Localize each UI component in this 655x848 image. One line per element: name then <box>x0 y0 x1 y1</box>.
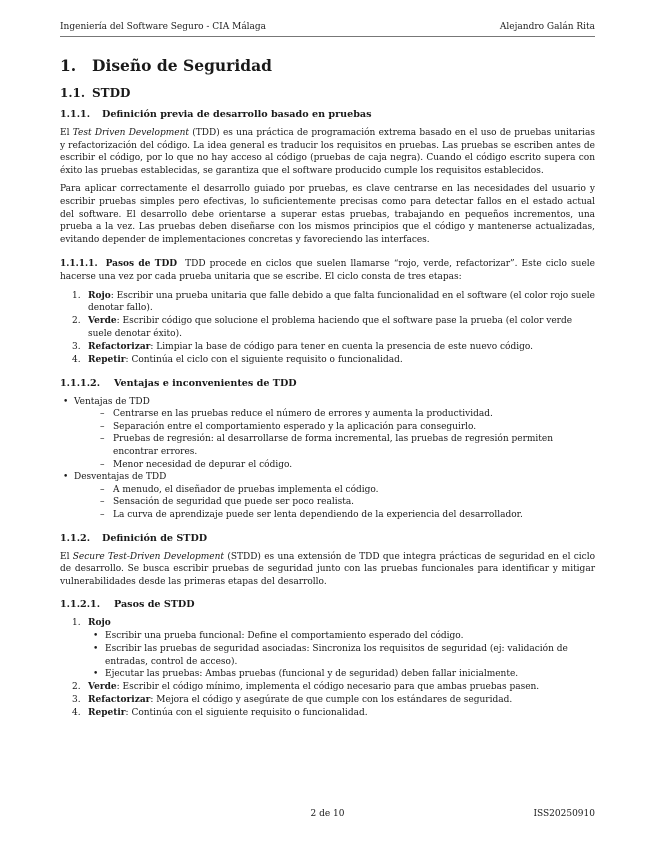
list-label: Desventajas de TDD <box>74 472 167 483</box>
paragraph-number: 1.1.1.2. <box>60 377 101 389</box>
list-item <box>60 433 595 458</box>
list-item-pros <box>60 396 595 409</box>
subsubsection-heading-stdd-def <box>60 532 595 545</box>
paragraph-heading <box>60 259 185 269</box>
list-item <box>60 341 595 354</box>
bullet-marker: • <box>63 396 69 407</box>
step-term: Verde <box>88 681 117 692</box>
paragraph-title: Ventajas e inconvenientes de TDD <box>114 377 297 389</box>
dash-marker: – <box>100 421 105 432</box>
step-text: : Mejora el código y asegúrate de que cumple con los estándares de seguridad. <box>150 694 513 705</box>
list-text: La curva de aprendizaje puede ser lenta dependiendo de la experiencia del desarrollador. <box>113 509 523 520</box>
list-item <box>60 290 595 315</box>
step-term: Repetir <box>88 355 126 365</box>
list-item <box>60 617 595 630</box>
text-run: El <box>60 551 73 562</box>
section-title: Diseño de Seguridad <box>92 56 272 75</box>
paragraph-heading-stdd-steps <box>60 598 595 611</box>
list-item <box>60 459 595 472</box>
subsubsection-title: Definición de STDD <box>102 532 208 544</box>
step-text: : Continúa con el siguiente requisito o funcionalidad. <box>125 707 368 718</box>
list-text: Menor necesidad de depurar el código. <box>113 459 293 470</box>
dash-marker: – <box>100 409 105 420</box>
subsection-number: 1.1. <box>60 86 86 100</box>
list-text: Escribir las pruebas de seguridad asociadas: Sincroniza los requisitos de seguridad (ej: validación de entradas, control de acceso). <box>105 644 568 667</box>
header-author: Alejandro Galán Rita <box>499 22 595 32</box>
header-rule <box>60 36 595 37</box>
header-course: Ingeniería del Software Seguro - CIA Málaga <box>60 22 267 32</box>
list-item <box>60 421 595 434</box>
bullet-marker: • <box>63 472 69 483</box>
dash-marker: – <box>100 497 105 508</box>
text-run: El <box>60 128 73 138</box>
list-marker: 4. <box>72 355 81 365</box>
step-text: : Limpiar la base de código para tener en cuenta la presencia de este nuevo código. <box>150 341 533 352</box>
subsubsection-title: Definición previa de desarrollo basado en pruebas <box>102 109 372 120</box>
step-term: Rojo <box>88 618 111 629</box>
list-marker: 2. <box>72 681 81 692</box>
subsection-heading <box>60 85 595 101</box>
list-label: Ventajas de TDD <box>74 396 150 407</box>
paragraph-number: 1.1.1.1. <box>60 259 98 270</box>
list-text: Ejecutar las pruebas: Ambas pruebas (funcional y de seguridad) deben fallar inicialmente. <box>105 669 519 680</box>
bullet-marker: • <box>93 631 99 642</box>
list-marker: 1. <box>72 290 81 301</box>
list-marker: 3. <box>72 694 81 705</box>
dash-marker: – <box>100 509 105 520</box>
stdd-steps-list <box>60 617 595 719</box>
step-term: Repetir <box>88 707 126 718</box>
paragraph-title: Pasos de TDD <box>105 259 178 270</box>
list-marker: 1. <box>72 618 81 629</box>
paragraph-text: TDD procede en ciclos que suelen llamarse “rojo, verde, refactorizar”. Este ciclo suele hacerse una vez por cada prueba unitaria que se escribe. El ciclo consta de tres etapas: <box>60 259 595 282</box>
list-item <box>60 630 595 643</box>
pros-cons-list <box>60 396 595 522</box>
paragraph-stdd-definition <box>60 551 595 589</box>
list-item <box>60 681 595 694</box>
list-item <box>60 315 595 340</box>
list-item <box>60 354 595 367</box>
list-text: A menudo, el diseñador de pruebas implementa el código. <box>113 484 379 495</box>
subsubsection-heading-tdd-def <box>60 108 595 121</box>
paragraph-tdd-definition <box>60 127 595 177</box>
list-item <box>60 509 595 522</box>
step-term: Refactorizar <box>88 341 151 352</box>
tdd-steps-list <box>60 290 595 367</box>
step-term: Verde <box>88 316 117 327</box>
list-item <box>60 643 595 668</box>
subsubsection-number: 1.1.2. <box>60 532 91 544</box>
dash-marker: – <box>100 434 105 445</box>
dash-marker: – <box>100 459 105 470</box>
page-number: 2 de 10 <box>310 809 345 819</box>
paragraph-heading-pros-cons <box>60 377 595 390</box>
document-code: ISS20250910 <box>533 809 595 819</box>
italic-term: Test Driven Development <box>72 128 189 138</box>
step-text: : Continúa el ciclo con el siguiente requisito o funcionalidad. <box>125 355 403 365</box>
list-item <box>60 694 595 707</box>
list-item <box>60 408 595 421</box>
section-number: 1. <box>60 56 77 75</box>
list-item <box>60 484 595 497</box>
list-marker: 2. <box>72 316 81 327</box>
list-marker: 4. <box>72 707 81 718</box>
bullet-marker: • <box>93 644 99 654</box>
paragraph-tdd-steps <box>60 258 595 283</box>
page-body <box>60 56 595 726</box>
text-run: (STDD) es una extensión de TDD que integra prácticas de seguridad en el ciclo de desarrollo. Se busca escribir pruebas de seguridad junto con las pruebas funcionales para identificar y mitigar vulnerabilidades desde las primeras etapas del desarrollo. <box>60 551 595 587</box>
list-text: Separación entre el comportamiento esperado y la aplicación para conseguirlo. <box>113 421 477 432</box>
page-footer <box>60 808 595 822</box>
list-text: Centrarse en las pruebas reduce el número de errores y aumenta la productividad. <box>113 409 493 420</box>
running-header <box>60 21 595 35</box>
bullet-marker: • <box>93 669 99 680</box>
list-marker: 3. <box>72 341 81 352</box>
step-term: Refactorizar <box>88 694 151 705</box>
list-text: Sensación de seguridad que puede ser poco realista. <box>113 497 355 508</box>
subsection-title: STDD <box>92 86 131 100</box>
paragraph-tdd-application: Para aplicar correctamente el desarrollo guiado por pruebas, es clave centrarse en las necesidades del usuario y escribir pruebas simples pero efectivas, lo suficientemente precisas como para detectar fallos en el estado actual del software. El desarrollo debe orientarse a superar estas pruebas, trabajando en pequeños incrementos, una prueba a la vez. Las pruebas deben diseñarse con los mismos principios que el código y mantenerse actualizadas, evitando depender de implementaciones concretas y favoreciendo las interfaces. <box>60 184 595 245</box>
italic-term: Secure Test-Driven Development <box>72 551 225 562</box>
list-item <box>60 496 595 509</box>
subsubsection-number: 1.1.1. <box>60 109 91 120</box>
step-term: Rojo <box>88 290 111 301</box>
section-heading <box>60 56 595 76</box>
step-text: : Escribir una prueba unitaria que falle debido a que falta funcionalidad en el software (el color rojo suele denotar fallo). <box>88 290 596 314</box>
step-text: : Escribir código que solucione el problema haciendo que el software pase la prueba (el color verde suele denotar éxito). <box>88 316 573 339</box>
paragraph-number: 1.1.2.1. <box>60 599 101 611</box>
step-text: : Escribir el código mínimo, implementa el código necesario para que ambas pruebas pasen. <box>116 681 540 692</box>
list-item <box>60 707 595 720</box>
paragraph-title: Pasos de STDD <box>114 599 195 611</box>
list-item <box>60 668 595 681</box>
dash-marker: – <box>100 484 105 495</box>
list-text: Pruebas de regresión: al desarrollarse de forma incremental, las pruebas de regresión permiten encontrar errores. <box>113 434 554 457</box>
list-item-cons <box>60 471 595 484</box>
text-run: (TDD) es una práctica de programación extrema basado en el uso de pruebas unitarias y refactorización del código. La idea general es traducir los requisitos en pruebas. Las pruebas se escriben antes de escribir el código, por lo que no hay acceso al código (pruebas de caja negra). Cuando el código escrito supera con éxito las pruebas establecidas, se garantiza que el software producido cumple los requisitos establecidos. <box>60 128 596 176</box>
list-text: Escribir una prueba funcional: Define el comportamiento esperado del código. <box>105 631 464 642</box>
